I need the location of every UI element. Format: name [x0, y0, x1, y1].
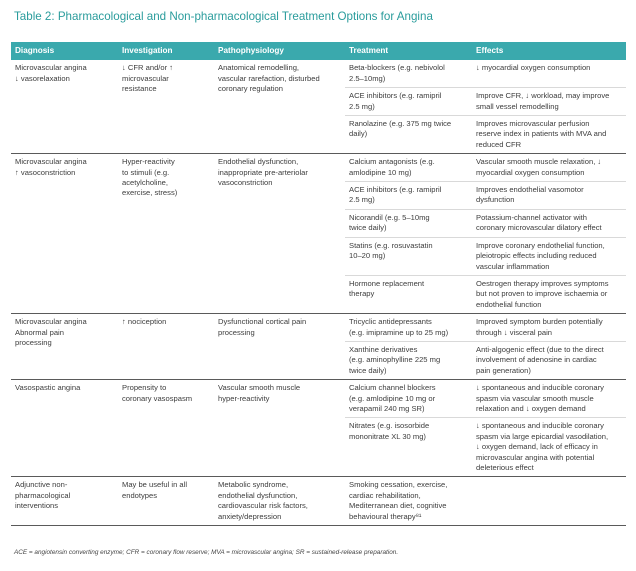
- cell-line: Improve coronary endothelial function,: [476, 240, 605, 250]
- cell-line: Hormone replacement: [349, 278, 425, 288]
- diagnosis-cell: [11, 154, 118, 314]
- treatment-cell: [345, 116, 472, 154]
- cell-line: endothelial dysfunction,: [218, 490, 298, 500]
- effects-cell: [472, 154, 626, 182]
- effects-cell: [472, 477, 626, 526]
- treatment-cell: [345, 477, 472, 526]
- cell-line: ↓ CFR and/or ↑: [122, 63, 174, 73]
- cell-line: Improves endothelial vasomotor: [476, 185, 584, 195]
- effects-cell: [472, 237, 626, 275]
- cell-line: Calcium antagonists (e.g.: [349, 157, 435, 167]
- cell-line: Potassium-channel activator with: [476, 212, 588, 222]
- cell-line: Mediterranean diet, cognitive: [349, 501, 447, 511]
- effects-cell: [472, 275, 626, 313]
- pathophysiology-cell: [214, 380, 345, 477]
- cell-line: deleterious effect: [476, 463, 534, 472]
- cell-line: Beta-blockers (e.g. nebivolol: [349, 63, 445, 73]
- treatment-cell: [345, 314, 472, 342]
- cell-line: cardiovascular risk factors,: [218, 501, 308, 511]
- cell-line: reduced CFR: [476, 139, 522, 149]
- cell-line: ↑ vasoconstriction: [15, 167, 76, 177]
- effects-cell: [472, 314, 626, 342]
- cell-line: microvascular angina with potential: [476, 452, 595, 462]
- treatment-table: [11, 42, 626, 526]
- cell-line: Statins (e.g. rosuvastatin: [349, 240, 433, 250]
- header-treatment: Treatment: [345, 42, 472, 60]
- cell-line: inappropriate pre-arteriolar: [218, 167, 308, 177]
- treatment-cell: [345, 380, 472, 418]
- cell-line: 2.5 mg): [349, 195, 375, 205]
- cell-line: ↓ vasorelaxation: [15, 73, 70, 83]
- cell-line: Hyper-reactivity: [122, 157, 175, 167]
- cell-line: hyper-reactivity: [218, 393, 270, 403]
- cell-line: Anti-algogenic effect (due to the direct: [476, 344, 604, 354]
- cell-line: Propensity to: [122, 383, 167, 393]
- cell-line: Improved symptom burden potentially: [476, 317, 603, 327]
- cell-line: Metabolic syndrome,: [218, 480, 289, 490]
- treatment-cell: [345, 209, 472, 237]
- cell-line: but not proven to improve ischaemia or: [476, 289, 608, 299]
- cell-line: myocardial oxygen consumption: [476, 167, 585, 177]
- table-title: Table 2: Pharmacological and Non-pharmacological Treatment Options for Angina: [14, 10, 433, 23]
- cell-line: Vasospastic angina: [15, 383, 81, 393]
- cell-line: processing: [218, 327, 255, 337]
- cell-line: Endothelial dysfunction,: [218, 157, 299, 167]
- cell-line: Nicorandil (e.g. 5–10mg: [349, 212, 430, 222]
- cell-line: Vascular smooth muscle relaxation, ↓: [476, 157, 602, 167]
- cell-line: cardiac rehabilitation,: [349, 490, 421, 500]
- diagnosis-cell: [11, 477, 118, 526]
- diagnosis-cell: [11, 380, 118, 477]
- cell-line: to stimuli (e.g.: [122, 167, 170, 177]
- effects-cell: [472, 418, 626, 477]
- investigation-cell: [118, 314, 214, 380]
- table-footnote: ACE = angiotensin converting enzyme; CFR = coronary flow reserve; MVA = microvascular angina; SR = sustained-release preparation.: [14, 549, 399, 556]
- cell-line: coronary regulation: [218, 84, 284, 94]
- investigation-cell: [118, 380, 214, 477]
- header-effects: Effects: [472, 42, 626, 60]
- diagnosis-cell: [11, 60, 118, 153]
- cell-line: processing: [15, 337, 52, 347]
- cell-line: verapamil 240 mg SR): [349, 403, 425, 413]
- table-row: [11, 60, 626, 87]
- cell-line: ↑ nociception: [122, 317, 167, 327]
- cell-line: small vessel remodelling: [476, 101, 559, 111]
- cell-line: endotypes: [122, 490, 158, 500]
- effects-cell: [472, 182, 626, 210]
- effects-cell: [472, 116, 626, 154]
- cell-line: 2.5 mg): [349, 101, 375, 111]
- cell-line: ↓ spontaneous and inducible coronary: [476, 421, 604, 431]
- cell-line: through ↓ visceral pain: [476, 327, 552, 337]
- cell-line: Nitrates (e.g. isosorbide: [349, 421, 430, 431]
- cell-line: Tricyclic antidepressants: [349, 317, 432, 327]
- cell-line: ↓ myocardial oxygen consumption: [476, 63, 591, 73]
- cell-line: Improve CFR, ↓ workload, may improve: [476, 91, 610, 101]
- effects-cell: [472, 380, 626, 418]
- table-row: [11, 154, 626, 182]
- treatment-cell: [345, 88, 472, 116]
- pathophysiology-cell: [214, 477, 345, 526]
- investigation-cell: [118, 60, 214, 153]
- cell-line: vascular rarefaction, disturbed: [218, 73, 320, 83]
- cell-line: Microvascular angina: [15, 317, 87, 327]
- pathophysiology-cell: [214, 154, 345, 314]
- cell-line: coronary vasospasm: [122, 393, 193, 403]
- cell-line: coronary microvascular dilatory effect: [476, 223, 602, 233]
- cell-line: Oestrogen therapy improves symptoms: [476, 278, 609, 288]
- table-body: [11, 60, 626, 525]
- cell-line: (e.g. imipramine up to 25 mg): [349, 327, 449, 337]
- cell-line: May be useful in all: [122, 480, 188, 490]
- cell-line: Adjunctive non-: [15, 480, 68, 490]
- cell-line: 2.5–10mg): [349, 73, 386, 83]
- cell-line: ↓ spontaneous and inducible coronary: [476, 383, 604, 393]
- cell-line: Smoking cessation, exercise,: [349, 480, 448, 490]
- cell-line: spasm via vascular smooth muscle: [476, 393, 594, 403]
- cell-line: exercise, stress): [122, 188, 178, 198]
- cell-line: Ranolazine (e.g. 375 mg twice: [349, 119, 452, 129]
- cell-line: pharmacological: [15, 490, 71, 500]
- cell-line: Improves microvascular perfusion: [476, 119, 590, 129]
- cell-line: Microvascular angina: [15, 157, 87, 167]
- cell-line: Abnormal pain: [15, 327, 64, 337]
- treatment-cell: [345, 418, 472, 477]
- cell-line: Vascular smooth muscle: [218, 383, 301, 393]
- cell-line: endothelial function: [476, 299, 542, 309]
- cell-line: mononitrate XL 30 mg): [349, 431, 426, 441]
- cell-line: (e.g. aminophylline 225 mg: [349, 355, 441, 365]
- investigation-cell: [118, 154, 214, 314]
- cell-line: spasm via large epicardial vasodilation,: [476, 431, 609, 441]
- cell-line: ACE inhibitors (e.g. ramipril: [349, 91, 442, 101]
- treatment-cell: [345, 341, 472, 379]
- cell-line: microvascular: [122, 73, 169, 83]
- header-pathophysiology: Pathophysiology: [214, 42, 345, 60]
- cell-line: vascular inflammation: [476, 261, 550, 271]
- cell-line: amlodipine 10 mg): [349, 167, 412, 177]
- cell-line: 10–20 mg): [349, 251, 386, 261]
- investigation-cell: [118, 477, 214, 526]
- cell-line: behavioural therapy⁸¹: [349, 511, 422, 521]
- cell-line: vasoconstriction: [218, 178, 273, 188]
- header-row: [11, 42, 626, 60]
- pathophysiology-cell: [214, 60, 345, 153]
- cell-line: twice daily): [349, 223, 387, 233]
- header-diagnosis: Diagnosis: [11, 42, 118, 60]
- cell-line: ACE inhibitors (e.g. ramipril: [349, 185, 442, 195]
- cell-line: reserve index in patients with MVA and: [476, 129, 607, 139]
- cell-line: therapy: [349, 289, 375, 299]
- treatment-cell: [345, 275, 472, 313]
- cell-line: anxiety/depression: [218, 511, 282, 521]
- table-row: [11, 380, 626, 418]
- treatment-cell: [345, 154, 472, 182]
- cell-line: resistance: [122, 84, 157, 94]
- effects-cell: [472, 341, 626, 379]
- effects-cell: [472, 88, 626, 116]
- effects-cell: [472, 209, 626, 237]
- cell-line: daily): [349, 129, 368, 139]
- cell-line: Calcium channel blockers: [349, 383, 436, 393]
- treatment-cell: [345, 237, 472, 275]
- cell-line: interventions: [15, 501, 59, 511]
- header-investigation: Investigation: [118, 42, 214, 60]
- cell-line: relaxation and ↓ oxygen demand: [476, 403, 586, 413]
- cell-line: Anatomical remodelling,: [218, 63, 300, 73]
- cell-line: twice daily): [349, 365, 387, 375]
- treatment-cell: [345, 182, 472, 210]
- cell-line: pain generation): [476, 365, 531, 375]
- cell-line: ↓ oxygen demand, lack of efficacy in: [476, 442, 598, 452]
- pathophysiology-cell: [214, 314, 345, 380]
- cell-line: Xanthine derivatives: [349, 344, 418, 354]
- effects-cell: [472, 60, 626, 87]
- cell-line: dysfunction: [476, 195, 515, 205]
- cell-line: acetylcholine,: [122, 178, 169, 188]
- table-row: [11, 477, 626, 526]
- cell-line: pleiotropic effects including reduced: [476, 251, 597, 261]
- cell-line: (e.g. amlodipine 10 mg or: [349, 393, 436, 403]
- cell-line: involvement of adenosine in cardiac: [476, 355, 597, 365]
- treatment-cell: [345, 60, 472, 87]
- table-row: [11, 314, 626, 342]
- cell-line: Microvascular angina: [15, 63, 87, 73]
- diagnosis-cell: [11, 314, 118, 380]
- cell-line: Dysfunctional cortical pain: [218, 317, 307, 327]
